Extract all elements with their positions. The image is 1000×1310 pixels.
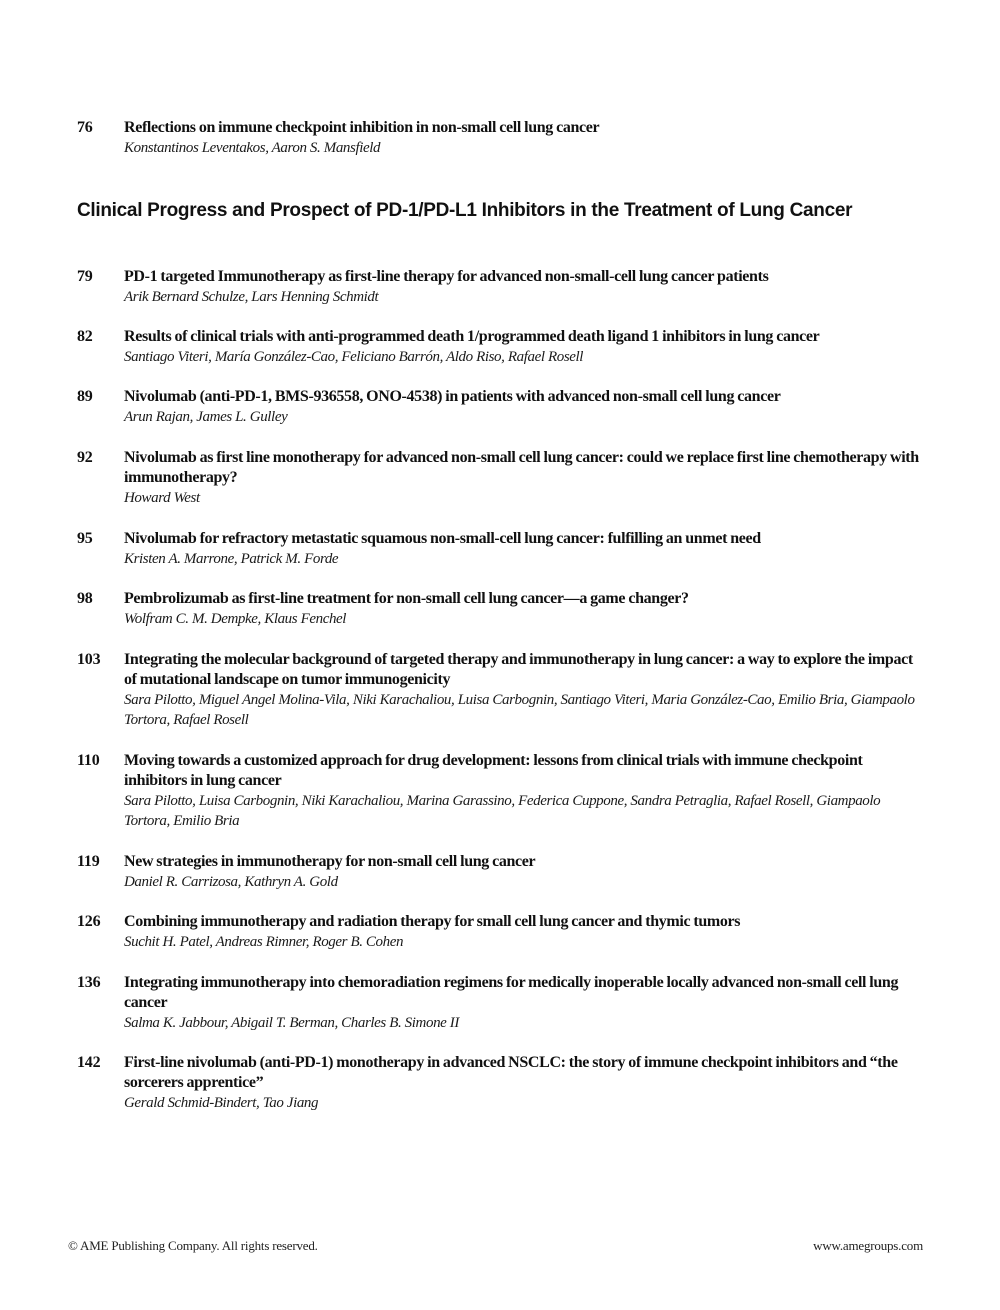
article-title[interactable]: First-line nivolumab (anti-PD-1) monotherapy in advanced NSCLC: the story of immune checkpoint inhibitors and “the sorcerers apprentice” [124, 1054, 898, 1091]
page-number: 136 [77, 974, 101, 991]
article-title[interactable]: Reflections on immune checkpoint inhibition in non-small cell lung cancer [124, 119, 600, 136]
article-title[interactable]: Nivolumab (anti-PD-1, BMS-936558, ONO-4538) in patients with advanced non-small cell lung cancer [124, 388, 781, 405]
page-number: 82 [77, 328, 93, 345]
article-authors: Arun Rajan, James L. Gulley [124, 409, 288, 425]
article-authors: Kristen A. Marrone, Patrick M. Forde [124, 551, 339, 567]
toc-entry [77, 448, 927, 508]
page-number: 76 [77, 119, 93, 136]
article-authors: Sara Pilotto, Miguel Angel Molina-Vila, Niki Karachaliou, Luisa Carbognin, Santiago Viteri, Maria González-Cao, Emilio Bria, Giampaolo Tortora, Rafael Rosell [124, 692, 915, 728]
page-number: 79 [77, 268, 93, 285]
footer-copyright: © AME Publishing Company. All rights reserved. [68, 1238, 318, 1253]
article-authors: Santiago Viteri, María González-Cao, Feliciano Barrón, Aldo Riso, Rafael Rosell [124, 349, 584, 365]
toc-entry [77, 267, 927, 307]
toc-entry [77, 650, 927, 730]
toc-entry [77, 973, 927, 1033]
toc-entry [77, 1053, 927, 1113]
article-authors: Arik Bernard Schulze, Lars Henning Schmidt [124, 289, 379, 305]
article-title[interactable]: Results of clinical trials with anti-programmed death 1/programmed death ligand 1 inhibitors in lung cancer [124, 328, 820, 345]
article-title[interactable]: Combining immunotherapy and radiation therapy for small cell lung cancer and thymic tumors [124, 913, 741, 930]
article-title[interactable]: Pembrolizumab as first-line treatment for non-small cell lung cancer—a game changer? [124, 590, 689, 607]
article-authors: Konstantinos Leventakos, Aaron S. Mansfield [124, 140, 381, 156]
article-title[interactable]: Nivolumab for refractory metastatic squamous non-small-cell lung cancer: fulfilling an unmet need [124, 530, 761, 547]
article-authors: Salma K. Jabbour, Abigail T. Berman, Charles B. Simone II [124, 1015, 459, 1031]
toc-entry [77, 327, 927, 367]
page-number: 126 [77, 913, 101, 930]
page-number: 98 [77, 590, 93, 607]
article-title[interactable]: Moving towards a customized approach for drug development: lessons from clinical trials with immune checkpoint inhibitors in lung cancer [124, 752, 863, 789]
article-title[interactable]: PD-1 targeted Immunotherapy as first-line therapy for advanced non-small-cell lung cancer patients [124, 268, 769, 285]
page-number: 110 [77, 752, 100, 769]
page-number: 95 [77, 530, 93, 547]
page-number: 92 [77, 449, 93, 466]
section-heading: Clinical Progress and Prospect of PD-1/PD-L1 Inhibitors in the Treatment of Lung Cancer [77, 200, 853, 221]
toc-entry [77, 529, 927, 569]
article-title[interactable]: New strategies in immunotherapy for non-small cell lung cancer [124, 853, 536, 870]
page-number: 142 [77, 1054, 101, 1071]
article-title[interactable]: Integrating the molecular background of targeted therapy and immunotherapy in lung cancer: a way to explore the impact of mutational landscape on tumor immunogenicity [124, 651, 913, 688]
article-authors: Daniel R. Carrizosa, Kathryn A. Gold [124, 874, 338, 890]
article-authors: Wolfram C. M. Dempke, Klaus Fenchel [124, 611, 347, 627]
article-authors: Sara Pilotto, Luisa Carbognin, Niki Karachaliou, Marina Garassino, Federica Cuppone, Sandra Petraglia, Rafael Rosell, Giampaolo Tortora, Emilio Bria [124, 793, 881, 829]
article-authors: Howard West [124, 490, 200, 506]
page-number: 89 [77, 388, 93, 405]
toc-entry [77, 387, 927, 427]
article-authors: Gerald Schmid-Bindert, Tao Jiang [124, 1095, 319, 1111]
article-authors: Suchit H. Patel, Andreas Rimner, Roger B. Cohen [124, 934, 404, 950]
footer-website-link[interactable]: www.amegroups.com [813, 1238, 923, 1253]
toc-entry [77, 118, 927, 158]
toc-entry [77, 912, 927, 952]
toc-entry [77, 852, 927, 892]
page-number: 103 [77, 651, 101, 668]
article-title[interactable]: Integrating immunotherapy into chemoradiation regimens for medically inoperable locally advanced non-small cell lung cancer [124, 974, 899, 1011]
toc-entry [77, 589, 927, 629]
page-number: 119 [77, 853, 100, 870]
article-title[interactable]: Nivolumab as first line monotherapy for advanced non-small cell lung cancer: could we replace first line chemotherapy with immunotherapy? [124, 449, 919, 486]
toc-entry [77, 751, 927, 831]
